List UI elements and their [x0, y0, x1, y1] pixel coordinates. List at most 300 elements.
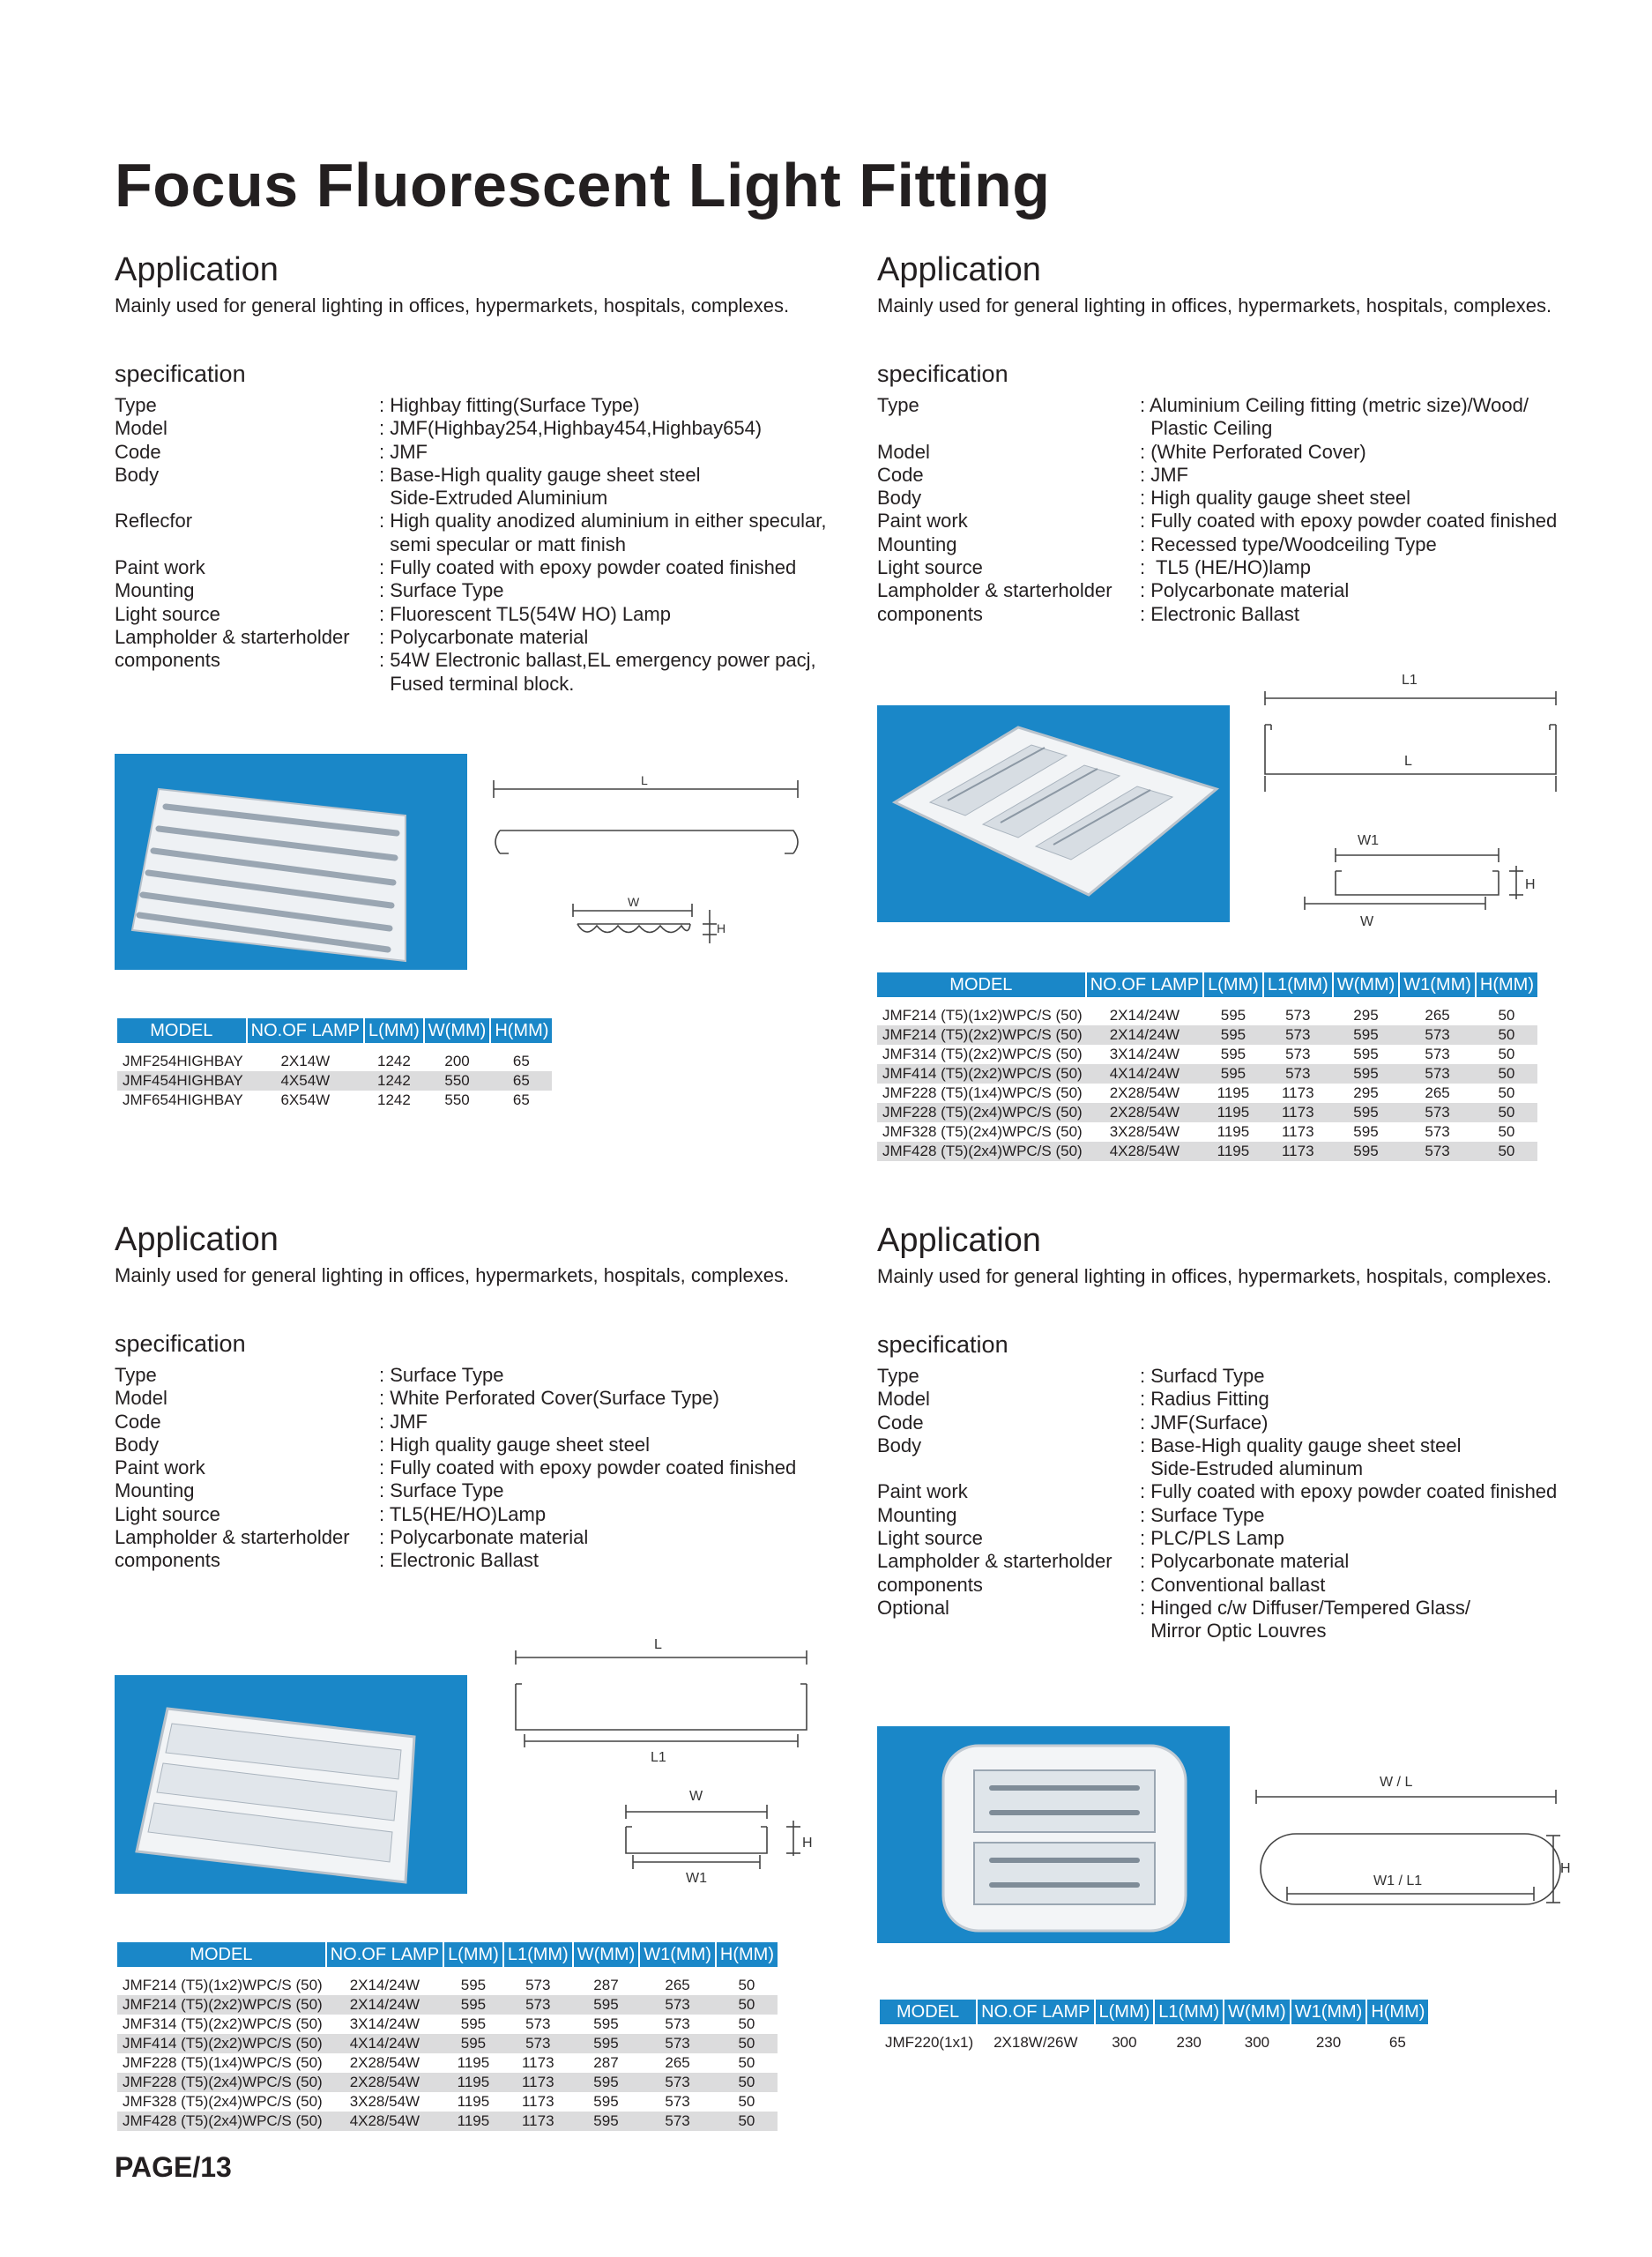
- table-cell: 1195: [443, 2073, 503, 2092]
- model-cell: JMF314 (T5)(2x2)WPC/S (50): [123, 2015, 323, 2032]
- spec-label: components: [877, 602, 983, 625]
- model-cell: JMF214 (T5)(2x2)WPC/S (50): [117, 1995, 326, 2015]
- table-cell: 50: [1498, 1046, 1515, 1062]
- table-row: [117, 1976, 778, 1995]
- column-header: L1(MM): [503, 1942, 573, 1967]
- table-cell: 50: [716, 2034, 778, 2053]
- table-cell: 1195: [457, 2054, 490, 2071]
- ceiling-fitting-product-photo: [877, 705, 1230, 922]
- model-cell: JMF228 (T5)(2x4)WPC/S (50): [117, 2073, 326, 2092]
- spec-value: : White Perforated Cover(Surface Type): [379, 1387, 719, 1410]
- table-row: [117, 2015, 778, 2034]
- spec-label: Model: [877, 1388, 930, 1411]
- spec-value: : TL5(HE/HO)Lamp: [379, 1502, 547, 1525]
- spec-row: [115, 1526, 796, 1549]
- table-cell: 50: [1498, 1007, 1515, 1024]
- spec-label: Body: [877, 487, 922, 510]
- spec-label: Code: [877, 1411, 924, 1434]
- table-cell: 3X14/24W: [1109, 1046, 1180, 1062]
- spec-row: [115, 649, 827, 672]
- model-cell: JMF214 (T5)(2x2)WPC/S (50): [877, 1025, 1086, 1045]
- column-header: W(MM): [424, 1018, 491, 1043]
- table-row: [117, 1052, 552, 1071]
- spec-row: [877, 579, 1557, 602]
- spec-label: Body: [877, 1434, 922, 1456]
- spec-label: Body: [115, 1433, 160, 1456]
- spec-value: : Recessed type/Woodceiling Type: [1140, 533, 1437, 555]
- page-number: PAGE/13: [115, 2151, 232, 2183]
- spec-row: [115, 533, 827, 556]
- table-cell: 50: [716, 1995, 778, 2015]
- table-cell: 595: [573, 1995, 640, 2015]
- table-cell: 595: [1333, 1064, 1400, 1084]
- table-cell: 1242: [377, 1091, 411, 1108]
- table-cell: 595: [460, 2015, 487, 2032]
- column-header: L1(MM): [1263, 972, 1333, 997]
- spec-value: : Base-High quality gauge sheet steel: [379, 463, 701, 486]
- table-cell: 550: [444, 1091, 470, 1108]
- table-row: [117, 1995, 778, 2015]
- dimension-label-l1: L1: [651, 1750, 666, 1765]
- table-row: [877, 1122, 1537, 1142]
- spec-row: [877, 1434, 1557, 1457]
- table-cell: 2X14/24W: [326, 1995, 443, 2015]
- spec-value: : Highbay fitting(Surface Type): [379, 394, 640, 416]
- column-header: H(MM): [1476, 972, 1537, 997]
- table-cell: 1242: [364, 1071, 424, 1091]
- dimension-label-h: H: [717, 921, 726, 935]
- table-cell: 287: [593, 2054, 619, 2071]
- model-cell: JMF214 (T5)(1x2)WPC/S (50): [882, 1007, 1083, 1024]
- table-cell: 65: [490, 1071, 552, 1091]
- spec-row: [877, 1412, 1557, 1434]
- spec-row: [115, 626, 827, 649]
- spec-row: [877, 1550, 1557, 1573]
- spec-value: : JMF: [379, 1410, 428, 1433]
- application-heading: Application: [877, 1222, 1041, 1259]
- dimension-label-h: H: [1560, 1861, 1571, 1876]
- table-cell: 595: [1333, 1142, 1400, 1161]
- spec-row: [877, 487, 1557, 510]
- spec-value: : JMF: [379, 440, 428, 463]
- surface-perforated-spec-table: [117, 1942, 778, 2131]
- column-header: L(MM): [364, 1018, 424, 1043]
- spec-value: : Fluorescent TL5(54W HO) Lamp: [379, 602, 671, 625]
- table-spacer: [880, 2024, 1428, 2033]
- table-cell: 50: [738, 1977, 755, 1993]
- spec-label: Model: [115, 417, 167, 440]
- spec-label: Light source: [115, 1502, 220, 1525]
- table-header-row: [117, 1942, 778, 1967]
- table-cell: 1173: [1281, 1084, 1314, 1101]
- table-cell: 573: [525, 1977, 551, 1993]
- table-cell: 6X54W: [280, 1091, 331, 1108]
- column-header: NO.OF LAMP: [1086, 972, 1203, 997]
- model-cell: JMF220(1x1): [885, 2034, 974, 2051]
- table-row: [877, 1142, 1537, 1161]
- spec-value: : 54W Electronic ballast,EL emergency power pacj,: [379, 649, 816, 672]
- spec-value: : PLC/PLS Lamp: [1140, 1527, 1284, 1550]
- spec-row: [115, 464, 827, 487]
- table-cell: 573: [1425, 1123, 1450, 1140]
- spec-value: : Surface Type: [379, 1479, 504, 1502]
- table-cell: 50: [716, 2112, 778, 2131]
- model-cell: JMF228 (T5)(1x4)WPC/S (50): [882, 1084, 1083, 1101]
- spec-label: Lampholder & starterholder: [877, 579, 1112, 602]
- radius-fitting-dimension-drawing: [1243, 1763, 1578, 1913]
- table-cell: 65: [512, 1053, 530, 1069]
- table-cell: 265: [1425, 1007, 1450, 1024]
- table-cell: 595: [573, 2073, 640, 2092]
- table-cell: 595: [1203, 1064, 1263, 1084]
- spec-value: : JMF(Surface): [1140, 1411, 1269, 1434]
- model-cell: JMF414 (T5)(2x2)WPC/S (50): [117, 2034, 326, 2053]
- spec-label: Light source: [877, 1527, 983, 1550]
- spec-value: : High quality gauge sheet steel: [379, 1433, 650, 1456]
- radius-fitting-spec-table: [880, 2000, 1428, 2052]
- table-spacer: [117, 1043, 552, 1052]
- spec-value: : Electronic Ballast: [379, 1549, 539, 1572]
- table-cell: 265: [665, 2054, 690, 2071]
- table-cell: 50: [738, 2054, 755, 2071]
- table-cell: 230: [1315, 2034, 1342, 2051]
- spec-value: : TL5 (HE/HO)lamp: [1140, 556, 1311, 579]
- table-cell: 3X28/54W: [349, 2093, 420, 2110]
- application-text: Mainly used for general lighting in offices, hypermarkets, hospitals, complexes.: [877, 294, 1552, 317]
- spec-value: : Radius Fitting: [1140, 1388, 1269, 1411]
- page-title: Focus Fluorescent Light Fitting: [115, 151, 1051, 220]
- table-cell: 1173: [1263, 1142, 1333, 1161]
- spec-value: : Polycarbonate material: [1140, 579, 1350, 602]
- spec-value: : Surface Type: [379, 1364, 504, 1386]
- spec-value: : High quality gauge sheet steel: [1140, 487, 1410, 510]
- table-cell: 3X14/24W: [349, 2015, 420, 2032]
- spec-label: Mounting: [877, 1503, 957, 1526]
- highbay-product-photo: [115, 754, 467, 970]
- spec-value: : Conventional ballast: [1140, 1573, 1326, 1596]
- table-row: [877, 1084, 1537, 1103]
- table-cell: 595: [460, 1977, 487, 1993]
- spec-label: Model: [115, 1387, 167, 1410]
- dimension-label-w: W: [628, 895, 640, 909]
- table-row: [877, 1025, 1537, 1045]
- spec-row: [115, 1364, 796, 1387]
- application-heading: Application: [115, 1221, 279, 1258]
- spec-row: [877, 394, 1557, 417]
- table-cell: 2X28/54W: [326, 2073, 443, 2092]
- table-cell: 595: [593, 2015, 619, 2032]
- table-cell: 1195: [1203, 1103, 1263, 1122]
- table-cell: 50: [738, 2015, 755, 2032]
- table-cell: 595: [1353, 1046, 1379, 1062]
- dimension-label-w1-l1: W1 / L1: [1373, 1873, 1423, 1888]
- table-cell: 573: [1263, 1025, 1333, 1045]
- table-spacer: [117, 1967, 778, 1976]
- table-cell: 295: [1353, 1084, 1379, 1101]
- table-cell: 1173: [1281, 1123, 1314, 1140]
- table-cell: 50: [1498, 1123, 1515, 1140]
- table-header-row: [117, 1018, 552, 1043]
- spec-row: [115, 579, 827, 602]
- table-row: [877, 1045, 1537, 1064]
- model-cell: JMF214 (T5)(1x2)WPC/S (50): [123, 1977, 323, 1993]
- model-cell: JMF428 (T5)(2x4)WPC/S (50): [877, 1142, 1086, 1161]
- table-row: [877, 1103, 1537, 1122]
- spec-row: [115, 673, 827, 696]
- table-spacer: [877, 997, 1537, 1006]
- table-cell: 265: [665, 1977, 690, 1993]
- spec-row: [877, 1597, 1557, 1620]
- spec-row: [115, 1387, 796, 1410]
- spec-label: Reflecfor: [115, 510, 193, 533]
- spec-row: [877, 510, 1557, 533]
- table-cell: 573: [503, 2034, 573, 2053]
- spec-value: : JMF(Highbay254,Highbay454,Highbay654): [379, 417, 763, 440]
- table-cell: 573: [639, 1995, 716, 2015]
- spec-value: : Surfacd Type: [1140, 1365, 1265, 1387]
- table-cell: 595: [1220, 1046, 1246, 1062]
- table-cell: 1173: [503, 2112, 573, 2131]
- spec-value: Mirror Optic Louvres: [1140, 1620, 1327, 1642]
- column-header: W(MM): [1224, 2000, 1291, 2024]
- spec-value: Fused terminal block.: [379, 672, 575, 695]
- spec-row: [115, 603, 827, 626]
- table-cell: 4X14/24W: [1086, 1064, 1203, 1084]
- table-cell: 50: [738, 2093, 755, 2110]
- table-cell: 573: [1399, 1142, 1476, 1161]
- spec-value: Plastic Ceiling: [1140, 417, 1273, 440]
- spec-value: : Fully coated with epoxy powder coated finished: [379, 1456, 797, 1479]
- spec-label: Type: [115, 1364, 157, 1386]
- column-header: W1(MM): [1291, 2000, 1367, 2024]
- spec-row: [877, 1504, 1557, 1527]
- spec-row: [115, 1549, 796, 1572]
- table-cell: 595: [593, 2093, 619, 2110]
- application-heading: Application: [877, 251, 1041, 288]
- table-cell: 550: [424, 1071, 491, 1091]
- spec-label: Code: [115, 1410, 161, 1433]
- column-header: W1(MM): [639, 1942, 716, 1967]
- table-cell: 1195: [1217, 1084, 1250, 1101]
- table-cell: 573: [503, 1995, 573, 2015]
- specification-heading: specification: [115, 1330, 246, 1357]
- table-cell: 50: [1498, 1084, 1515, 1101]
- product-section-radius-fitting: [877, 1222, 1600, 1663]
- table-cell: 1173: [521, 2093, 554, 2110]
- column-header: L(MM): [1095, 2000, 1155, 2024]
- surface-perforated-dimension-drawing: [502, 1631, 820, 1896]
- column-header: H(MM): [1366, 2000, 1428, 2024]
- spec-row: [877, 603, 1557, 626]
- table-cell: 2X14W: [280, 1053, 331, 1069]
- table-row: [880, 2033, 1428, 2052]
- table-cell: 50: [1476, 1064, 1537, 1084]
- table-row: [117, 2092, 778, 2112]
- column-header: NO.OF LAMP: [977, 2000, 1094, 2024]
- specification-heading: specification: [877, 361, 1008, 387]
- table-cell: 573: [1399, 1064, 1476, 1084]
- spec-label: Mounting: [115, 1479, 195, 1502]
- table-header-row: [880, 2000, 1428, 2024]
- spec-value: : Electronic Ballast: [1140, 602, 1299, 625]
- spec-row: [877, 1620, 1557, 1642]
- table-cell: 2X14/24W: [1109, 1007, 1180, 1024]
- spec-label: Paint work: [115, 556, 205, 579]
- table-cell: 4X54W: [247, 1071, 364, 1091]
- table-row: [117, 2073, 778, 2092]
- table-cell: 573: [1399, 1103, 1476, 1122]
- spec-row: [115, 510, 827, 533]
- table-cell: 595: [573, 2034, 640, 2053]
- application-text: Mainly used for general lighting in offices, hypermarkets, hospitals, complexes.: [115, 1264, 790, 1286]
- table-cell: 573: [665, 2015, 690, 2032]
- table-cell: 595: [573, 2112, 640, 2131]
- table-cell: 573: [1399, 1025, 1476, 1045]
- spec-value: : Fully coated with epoxy powder coated finished: [1140, 510, 1558, 533]
- column-header: MODEL: [117, 1018, 247, 1043]
- column-header: W(MM): [1333, 972, 1400, 997]
- dimension-label-h: H: [802, 1836, 813, 1851]
- model-cell: JMF428 (T5)(2x4)WPC/S (50): [117, 2112, 326, 2131]
- spec-value: : Polycarbonate material: [379, 1526, 589, 1549]
- model-cell: JMF414 (T5)(2x2)WPC/S (50): [877, 1064, 1086, 1084]
- table-row: [117, 2112, 778, 2131]
- spec-label: Paint work: [877, 510, 968, 533]
- table-cell: 50: [1476, 1142, 1537, 1161]
- table-cell: 573: [1425, 1046, 1450, 1062]
- spec-row: [877, 533, 1557, 556]
- spec-value: semi specular or matt finish: [379, 533, 626, 555]
- spec-label: components: [115, 1549, 220, 1572]
- dimension-label-w: W: [1360, 914, 1374, 929]
- column-header: MODEL: [880, 2000, 977, 2024]
- table-cell: 4X28/54W: [326, 2112, 443, 2131]
- spec-value: : Hinged c/w Diffuser/Tempered Glass/: [1140, 1596, 1470, 1619]
- spec-value: : Fully coated with epoxy powder coated finished: [379, 556, 797, 579]
- table-cell: 65: [512, 1091, 530, 1108]
- spec-row: [877, 1574, 1557, 1597]
- table-cell: 1195: [457, 2093, 490, 2110]
- table-cell: 595: [1203, 1025, 1263, 1045]
- table-cell: 2X28/54W: [349, 2054, 420, 2071]
- spec-row: [115, 441, 827, 464]
- table-cell: 2X14/24W: [1086, 1025, 1203, 1045]
- column-header: W(MM): [573, 1942, 640, 1967]
- table-cell: 200: [444, 1053, 470, 1069]
- spec-label: Type: [877, 394, 919, 416]
- spec-row: [115, 1503, 796, 1526]
- application-heading: Application: [115, 251, 279, 288]
- dimension-label-l: L: [654, 1637, 662, 1652]
- spec-list: [877, 1365, 1557, 1643]
- spec-label: Type: [877, 1365, 919, 1387]
- table-cell: 595: [1333, 1025, 1400, 1045]
- table-cell: 2X28/54W: [1086, 1103, 1203, 1122]
- table-cell: 595: [443, 2034, 503, 2053]
- spec-row: [115, 417, 827, 440]
- spec-label: Light source: [115, 602, 220, 625]
- spec-label: Lampholder & starterholder: [115, 625, 350, 648]
- table-cell: 4X14/24W: [326, 2034, 443, 2053]
- product-section-surface-perforated: [115, 1221, 820, 1591]
- spec-list: [877, 394, 1557, 626]
- application-text: Mainly used for general lighting in offices, hypermarkets, hospitals, complexes.: [877, 1265, 1552, 1287]
- spec-label: Paint work: [115, 1456, 205, 1479]
- spec-label: Type: [115, 394, 157, 416]
- spec-value: : Surface Type: [379, 579, 504, 602]
- table-cell: 1195: [1203, 1142, 1263, 1161]
- table-cell: 1173: [521, 2054, 554, 2071]
- table-cell: 1195: [1217, 1123, 1250, 1140]
- table-cell: 573: [1285, 1046, 1311, 1062]
- spec-label: Code: [115, 440, 161, 463]
- spec-label: Paint work: [877, 1480, 968, 1503]
- table-cell: 573: [665, 2093, 690, 2110]
- table-cell: 2X28/54W: [1109, 1084, 1180, 1101]
- table-cell: 2X18W/26W: [993, 2034, 1078, 2051]
- column-header: H(MM): [490, 1018, 552, 1043]
- spec-value: : Polycarbonate material: [1140, 1550, 1350, 1573]
- spec-row: [115, 556, 827, 579]
- table-cell: 1173: [503, 2073, 573, 2092]
- spec-row: [877, 1527, 1557, 1550]
- spec-value: Side-Extruded Aluminium: [379, 487, 608, 510]
- model-cell: JMF328 (T5)(2x4)WPC/S (50): [123, 2093, 323, 2110]
- spec-list: [115, 394, 827, 696]
- highbay-dimension-drawing: [489, 767, 807, 996]
- model-cell: JMF228 (T5)(1x4)WPC/S (50): [123, 2054, 323, 2071]
- table-cell: 573: [639, 2112, 716, 2131]
- dimension-label-w-l: W / L: [1380, 1775, 1413, 1790]
- table-cell: 595: [1333, 1103, 1400, 1122]
- spec-row: [115, 1456, 796, 1479]
- spec-label: Mounting: [877, 533, 957, 555]
- table-cell: 573: [1263, 1064, 1333, 1084]
- radius-fitting-product-photo: [877, 1726, 1230, 1943]
- dimension-label-w1: W1: [686, 1871, 707, 1886]
- spec-label: Mounting: [115, 579, 195, 602]
- model-cell: JMF654HIGHBAY: [123, 1091, 243, 1108]
- spec-row: [877, 1457, 1557, 1480]
- column-header: NO.OF LAMP: [326, 1942, 443, 1967]
- table-cell: 50: [716, 2073, 778, 2092]
- spec-value: : Fully coated with epoxy powder coated finished: [1140, 1480, 1558, 1503]
- column-header: L(MM): [443, 1942, 503, 1967]
- table-row: [117, 2034, 778, 2053]
- spec-row: [115, 487, 827, 510]
- table-cell: 295: [1353, 1007, 1379, 1024]
- spec-row: [877, 441, 1557, 464]
- table-cell: 2X14/24W: [349, 1977, 420, 1993]
- table-cell: 1242: [377, 1053, 411, 1069]
- table-cell: 1173: [1263, 1103, 1333, 1122]
- column-header: H(MM): [716, 1942, 778, 1967]
- table-cell: 3X28/54W: [1109, 1123, 1180, 1140]
- table-cell: 65: [1388, 2034, 1406, 2051]
- table-cell: 50: [1476, 1025, 1537, 1045]
- column-header: L1(MM): [1154, 2000, 1224, 2024]
- spec-label: Optional: [877, 1596, 949, 1619]
- table-row: [877, 1006, 1537, 1025]
- spec-label: Lampholder & starterholder: [877, 1550, 1112, 1573]
- spec-row: [877, 1388, 1557, 1411]
- spec-label: Lampholder & starterholder: [115, 1526, 350, 1549]
- table-cell: 595: [443, 1995, 503, 2015]
- table-header-row: [877, 972, 1537, 997]
- table-cell: 573: [639, 2034, 716, 2053]
- table-row: [117, 1091, 552, 1110]
- model-cell: JMF254HIGHBAY: [123, 1053, 243, 1069]
